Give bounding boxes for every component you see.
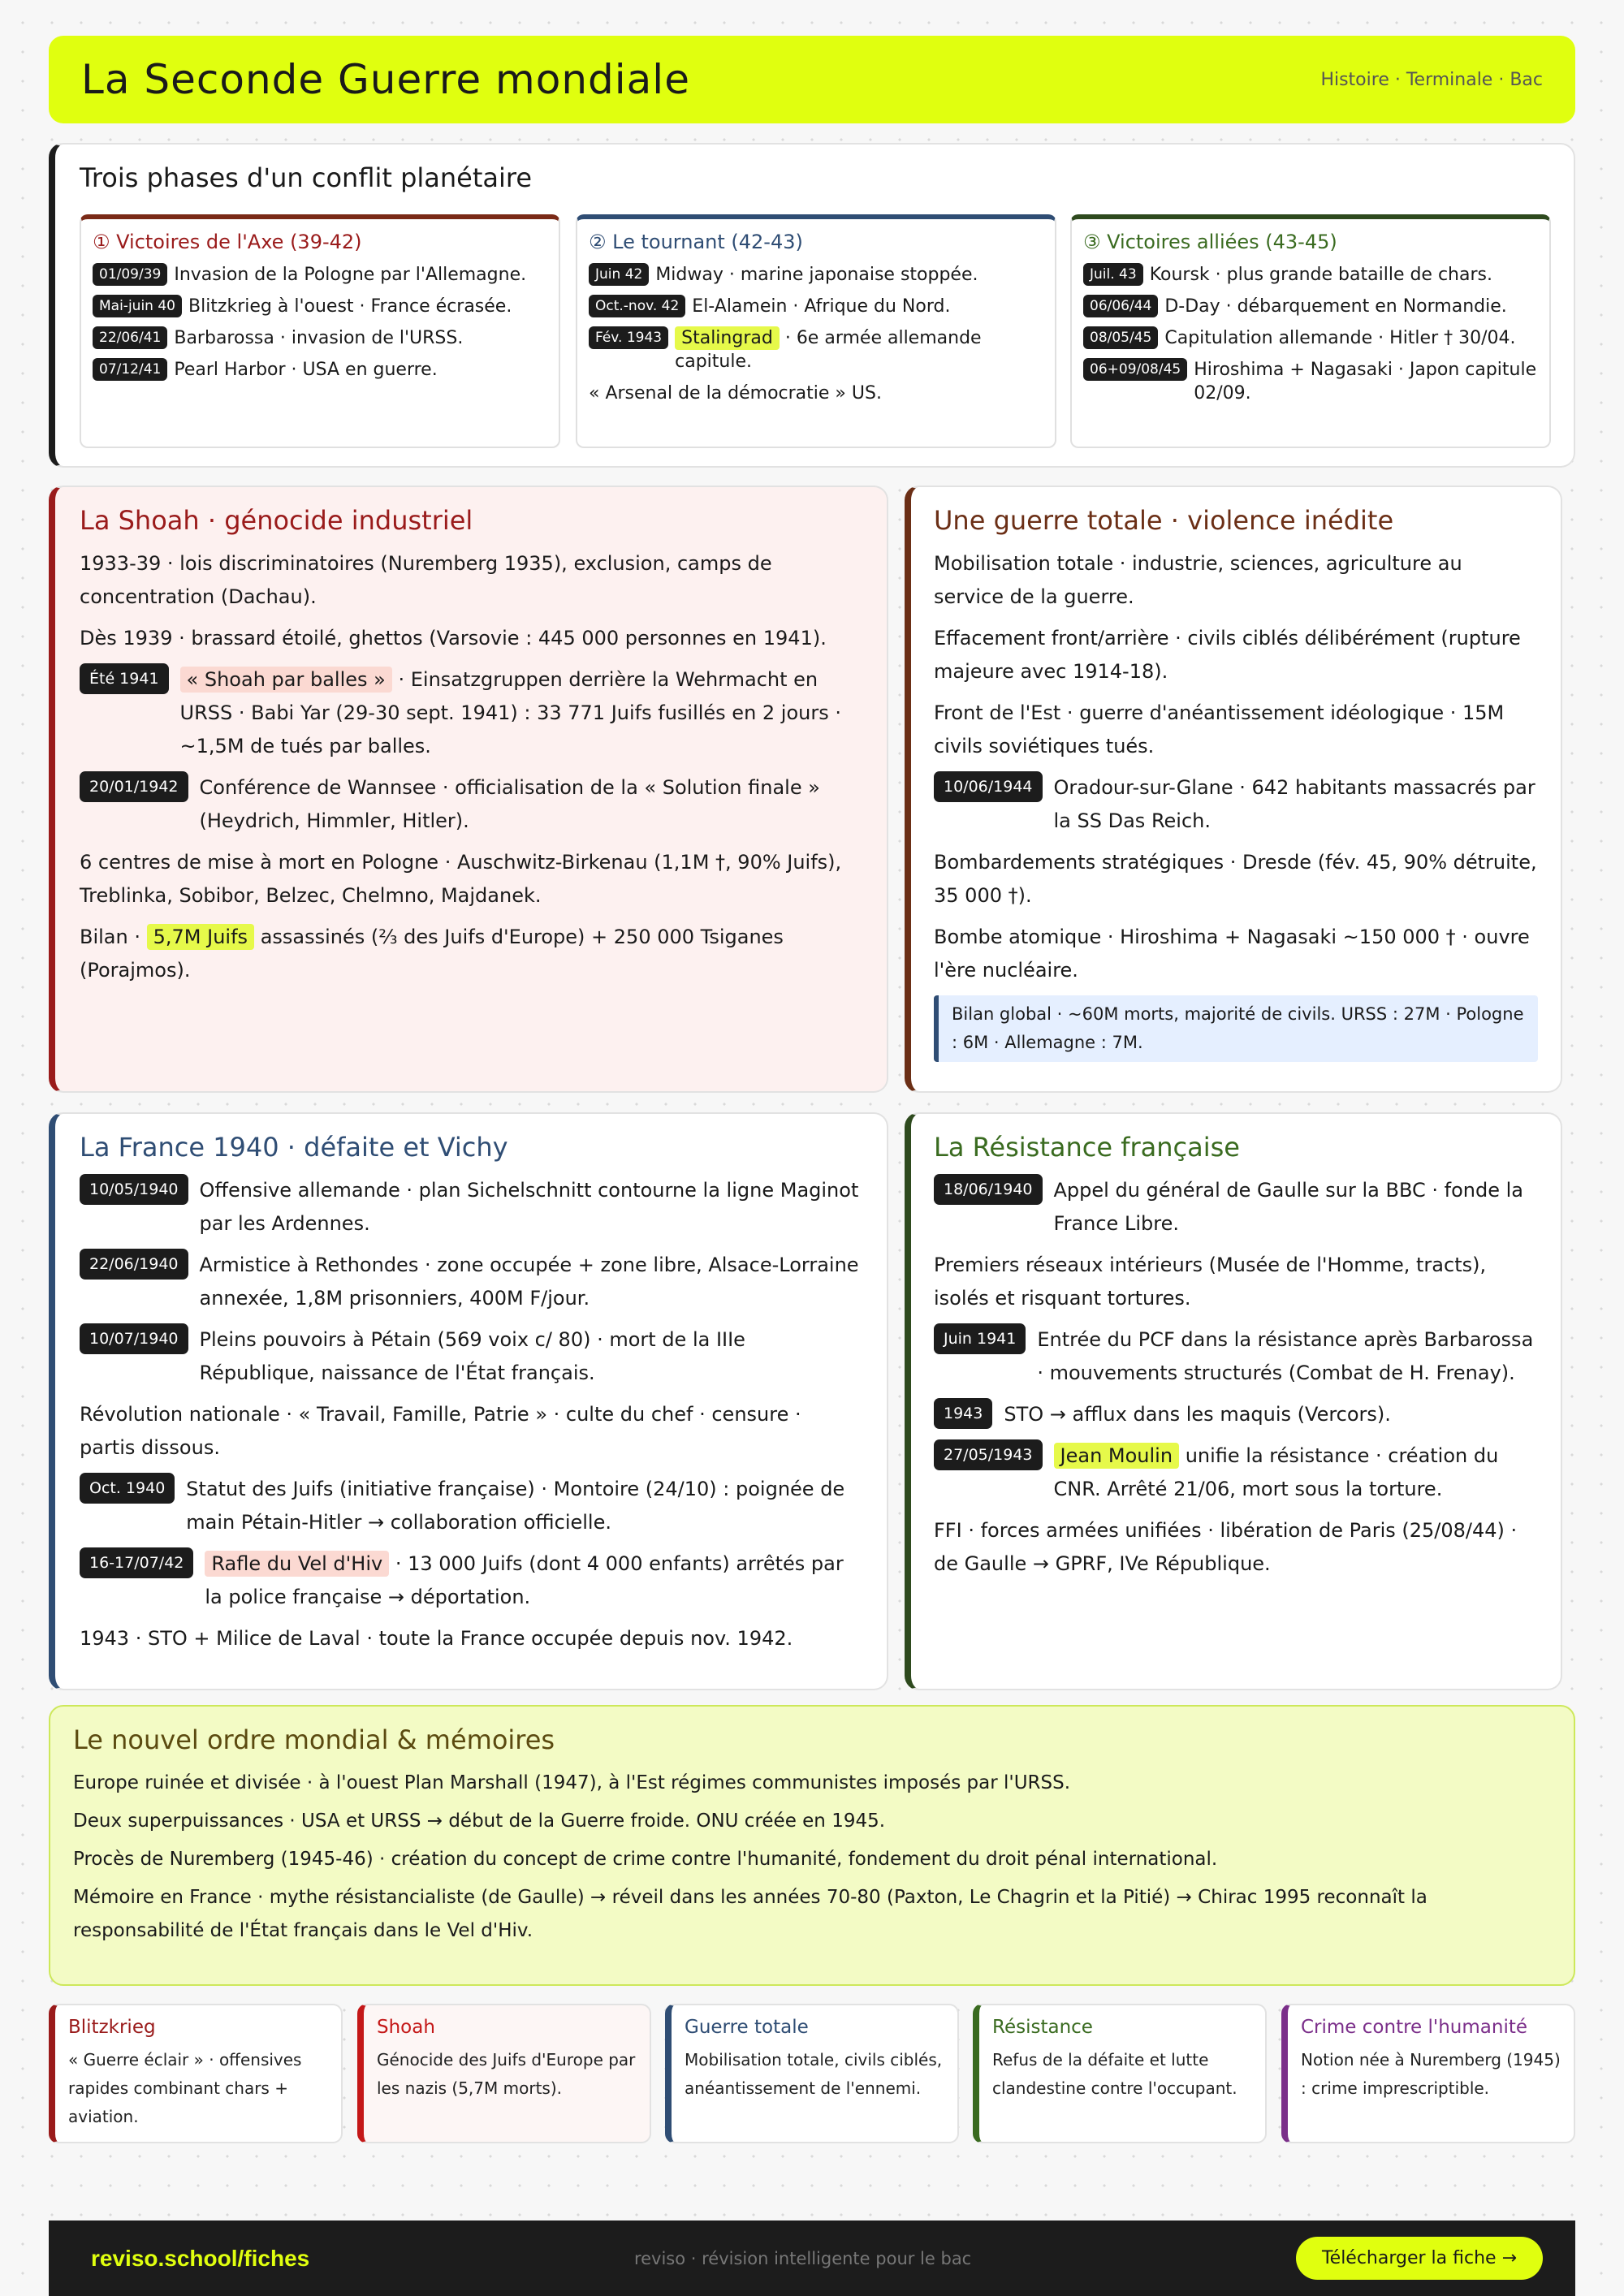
event-date: Juin 42: [589, 263, 649, 286]
resistance-line: Premiers réseaux intérieurs (Musée de l'Homme, tracts), isolés et risquant tortures.: [934, 1254, 1487, 1310]
glossary-def: Notion née à Nuremberg (1945) : crime imprescriptible.: [1301, 2050, 1561, 2098]
glossary-card: [1281, 2004, 1575, 2143]
event-text: Armistice à Rethondes · zone occupée + zone libre, Alsace-Lorraine annexée, 1,8M prisonniers, 400M F/jour.: [199, 1254, 859, 1310]
phase-2-title: ② Le tournant (42-43): [589, 231, 803, 253]
shoah-title: La Shoah · génocide industriel: [80, 505, 473, 536]
phase-event: [589, 326, 1043, 373]
france-event: [80, 1174, 862, 1241]
glossary-card: [49, 2004, 343, 2143]
event-date: Fév. 1943: [589, 326, 668, 349]
page-header: [49, 36, 1575, 123]
france-title: La France 1940 · défaite et Vichy: [80, 1132, 508, 1163]
event-text: unifie la résistance · création du CNR. Arrêté 21/06, mort sous la torture.: [1053, 1444, 1499, 1500]
event-date: 06+09/08/45: [1083, 358, 1187, 381]
site-link[interactable]: reviso.school/fiches: [91, 2245, 310, 2271]
ordre-line: Europe ruinée et divisée · à l'ouest Plan Marshall (1947), à l'Est régimes communistes imposés par l'URSS.: [73, 1772, 1071, 1793]
download-button[interactable]: Télécharger la fiche →: [1296, 2237, 1543, 2280]
event-text: Blitzkrieg à l'ouest · France écrasée.: [188, 296, 512, 317]
event-text: Pearl Harbor · USA en guerre.: [174, 360, 438, 380]
phase-event: [1083, 263, 1538, 287]
event-date: 16-17/07/42: [80, 1547, 193, 1578]
shoah-event: [80, 663, 862, 763]
event-text: Invasion de la Pologne par l'Allemagne.: [174, 265, 527, 285]
event-text: STO → afflux dans les maquis (Vercors).: [1004, 1403, 1391, 1426]
event-text: Oradour-sur-Glane · 642 habitants massacrés par la SS Das Reich.: [1053, 776, 1535, 832]
shoah-line: 6 centres de mise à mort en Pologne · Auschwitz-Birkenau (1,1M †, 90% Juifs), Treblinka, Sobibor, Belzec, Chelmno, Majdanek.: [80, 851, 842, 907]
phase-event: [93, 295, 547, 318]
glossary-term: Résistance: [992, 2017, 1093, 2038]
event-date: 18/06/1940: [934, 1174, 1043, 1205]
phase-2: [576, 214, 1056, 448]
shoah-bilan: Bilan · 5,7M Juifs assassinés (⅔ des Juifs d'Europe) + 250 000 Tsiganes (Porajmos).: [80, 926, 784, 982]
phase-event: [93, 263, 547, 287]
event-date: 27/05/1943: [934, 1439, 1043, 1470]
resistance-event: [934, 1398, 1538, 1431]
totale-line: Bombe atomique · Hiroshima + Nagasaki ~150 000 † · ouvre l'ère nucléaire.: [934, 926, 1530, 982]
bilan-highlight: 5,7M Juifs: [147, 924, 254, 950]
event-text: Conférence de Wannsee · officialisation de la « Solution finale » (Heydrich, Himmler, Hitler).: [199, 776, 820, 832]
resistance-event: [934, 1323, 1538, 1390]
event-date: Juil. 43: [1083, 263, 1143, 286]
event-date: Oct. 1940: [80, 1473, 175, 1504]
glossary-card: [357, 2004, 651, 2143]
glossary-term: Shoah: [377, 2017, 435, 2038]
phase-event: [1083, 295, 1538, 318]
france-event: [80, 1249, 862, 1315]
event-date: 20/01/1942: [80, 771, 188, 802]
event-date: 22/06/1940: [80, 1249, 188, 1280]
event-text: Capitulation allemande · Hitler † 30/04.: [1164, 328, 1516, 348]
event-text: Offensive allemande · plan Sichelschnitt contourne la ligne Maginot par les Ardennes.: [199, 1179, 859, 1235]
ordre-card: [49, 1705, 1575, 1986]
event-date: 08/05/45: [1083, 326, 1158, 349]
event-date: 10/06/1944: [934, 771, 1043, 802]
phase-event: [589, 295, 1043, 318]
event-text: Hiroshima + Nagasaki · Japon capitule 02/09.: [1194, 360, 1537, 404]
france-event: [80, 1547, 862, 1614]
shoah-line: 1933-39 · lois discriminatoires (Nuremberg 1935), exclusion, camps de concentration (Dachau).: [80, 552, 772, 608]
event-text: · 13 000 Juifs (dont 4 000 enfants) arrêtés par la police française → déportation.: [205, 1552, 844, 1608]
event-text: Entrée du PCF dans la résistance après Barbarossa · mouvements structurés (Combat de H. Frenay).: [1037, 1328, 1534, 1384]
glossary-def: Génocide des Juifs d'Europe par les nazis (5,7M morts).: [377, 2050, 636, 2098]
event-text: El-Alamein · Afrique du Nord.: [692, 296, 951, 317]
glossary-def: Refus de la défaite et lutte clandestine contre l'occupant.: [992, 2050, 1237, 2098]
glossary-term: Crime contre l'humanité: [1301, 2017, 1527, 2038]
resistance-card: [905, 1112, 1562, 1690]
france-line: 1943 · STO + Milice de Laval · toute la France occupée depuis nov. 1942.: [80, 1627, 793, 1650]
event-text: · Einsatzgruppen derrière la Wehrmacht en URSS · Babi Yar (29-30 sept. 1941) : 33 771 Juifs fusillés en 2 jours · ~1,5M de tués par balles.: [179, 668, 841, 757]
event-date: 22/06/41: [93, 326, 167, 349]
event-date: Oct.-nov. 42: [589, 295, 685, 317]
event-text: · 6e armée allemande capitule.: [675, 328, 982, 372]
event-text: Midway · marine japonaise stoppée.: [655, 265, 978, 285]
event-text: Barbarossa · invasion de l'URSS.: [174, 328, 464, 348]
event-text: D-Day · débarquement en Normandie.: [1164, 296, 1507, 317]
phase-event: [93, 326, 547, 350]
resistance-line: FFI · forces armées unifiées · libération de Paris (25/08/44) · de Gaulle → GPRF, IVe République.: [934, 1519, 1518, 1575]
france-line: Révolution nationale · « Travail, Famille, Patrie » · culte du chef · censure · partis dissous.: [80, 1403, 801, 1459]
footer: [49, 2220, 1575, 2296]
resistance-event: [934, 1439, 1538, 1506]
arsenal-note: « Arsenal de la démocratie » US.: [589, 383, 882, 404]
event-text: Statut des Juifs (initiative française) · Montoire (24/10) : poignée de main Pétain-Hitler → collaboration officielle.: [186, 1478, 845, 1534]
phase-event: [1083, 326, 1538, 350]
event-date: Été 1941: [80, 663, 169, 694]
shoah-line: Dès 1939 · brassard étoilé, ghettos (Varsovie : 445 000 personnes en 1941).: [80, 627, 827, 650]
totale-line: Mobilisation totale · industrie, sciences, agriculture au service de la guerre.: [934, 552, 1462, 608]
france-card: [49, 1112, 888, 1690]
glossary-term: Guerre totale: [685, 2017, 809, 2038]
shoah-balles-highlight: « Shoah par balles »: [180, 667, 392, 693]
phase-event: [93, 358, 547, 382]
france-event: [80, 1323, 862, 1390]
ordre-title: Le nouvel ordre mondial & mémoires: [73, 1724, 555, 1755]
glossary-term: Blitzkrieg: [68, 2017, 156, 2038]
totale-line: Front de l'Est · guerre d'anéantissement idéologique · 15M civils soviétiques tués.: [934, 701, 1505, 757]
phase-event: [589, 263, 1043, 287]
phase-3: [1070, 214, 1551, 448]
event-date: Juin 1941: [934, 1323, 1026, 1354]
event-date: 10/07/1940: [80, 1323, 188, 1354]
glossary-def: Mobilisation totale, civils ciblés, anéantissement de l'ennemi.: [685, 2050, 943, 2098]
totale-line: Effacement front/arrière · civils ciblés délibérément (rupture majeure avec 1914-18).: [934, 627, 1521, 683]
glossary-card: [973, 2004, 1267, 2143]
resistance-event: [934, 1174, 1538, 1241]
vel-hiv-highlight: Rafle du Vel d'Hiv: [205, 1551, 389, 1577]
phase-1-title: ① Victoires de l'Axe (39-42): [93, 231, 362, 253]
event-date: 06/06/44: [1083, 295, 1158, 317]
page-title: La Seconde Guerre mondiale: [81, 56, 690, 103]
bilan-note: Bilan global · ~60M morts, majorité de civils. URSS : 27M · Pologne : 6M · Allemagne : 7M.: [934, 995, 1538, 1062]
event-date: 10/05/1940: [80, 1174, 188, 1205]
totale-line: Bombardements stratégiques · Dresde (fév. 45, 90% détruite, 35 000 †).: [934, 851, 1537, 907]
ordre-line: Deux superpuissances · USA et URSS → début de la Guerre froide. ONU créée en 1945.: [73, 1810, 886, 1832]
event-date: Mai-juin 40: [93, 295, 182, 317]
ordre-line: Mémoire en France · mythe résistancialiste (de Gaulle) → réveil dans les années 70-80 (Paxton, Le Chagrin et la Pitié) → Chirac 1995 reconnaît la responsabilité de l'État français dans le Vel d'Hiv.: [73, 1887, 1427, 1941]
resistance-title: La Résistance française: [934, 1132, 1240, 1163]
ordre-line: Procès de Nuremberg (1945-46) · création du concept de crime contre l'humanité, fondement du droit pénal international.: [73, 1849, 1218, 1870]
event-text: Appel du général de Gaulle sur la BBC · fonde la France Libre.: [1053, 1179, 1523, 1235]
france-event: [80, 1473, 862, 1539]
footer-tagline: reviso · révision intelligente pour le bac: [633, 2248, 972, 2268]
phase-3-title: ③ Victoires alliées (43-45): [1083, 231, 1337, 253]
event-text: Koursk · plus grande bataille de chars.: [1149, 265, 1492, 285]
event-date: 1943: [934, 1398, 992, 1429]
phase-event: [1083, 358, 1538, 405]
phase-1: [80, 214, 560, 448]
event-date: 01/09/39: [93, 263, 167, 286]
event-text: Pleins pouvoirs à Pétain (569 voix c/ 80) · mort de la IIIe République, naissance de l'État français.: [199, 1328, 745, 1384]
stalingrad-highlight: Stalingrad: [675, 326, 780, 350]
shoah-event: [80, 771, 862, 838]
jean-moulin-highlight: Jean Moulin: [1054, 1443, 1180, 1469]
phases-title: Trois phases d'un conflit planétaire: [80, 162, 533, 193]
totale-event: [934, 771, 1538, 838]
glossary-card: [665, 2004, 959, 2143]
event-date: 07/12/41: [93, 358, 167, 381]
header-tags: Histoire · Terminale · Bac: [1320, 69, 1543, 90]
shoah-card: [49, 486, 888, 1093]
totale-card: [905, 486, 1562, 1093]
glossary-def: « Guerre éclair » · offensives rapides combinant chars + aviation.: [68, 2050, 302, 2126]
totale-title: Une guerre totale · violence inédite: [934, 505, 1394, 536]
